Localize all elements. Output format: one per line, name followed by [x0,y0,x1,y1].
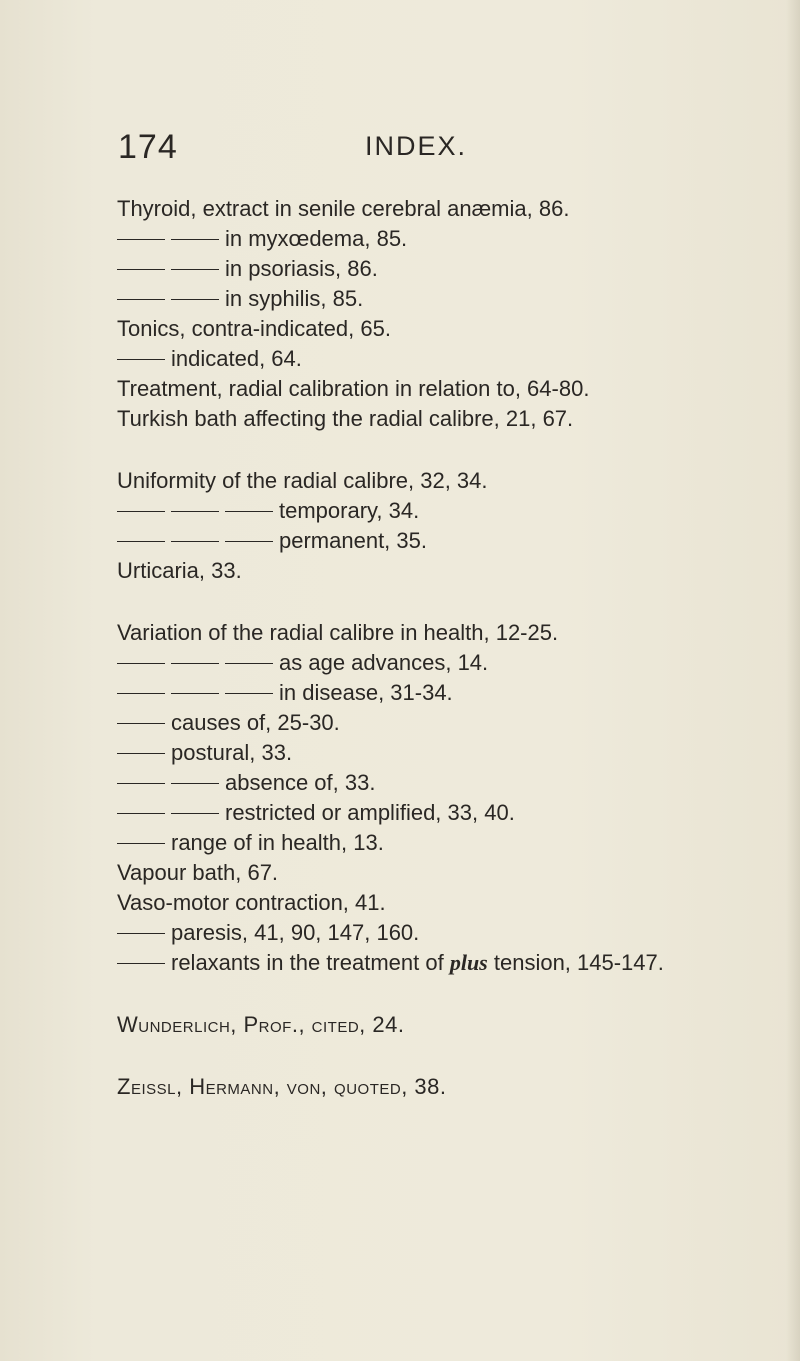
entry-text: Treatment, radial calibration in relation to, 64-80. [117,376,590,401]
entry-text: Variation of the radial calibre in health, 12-25. [117,620,559,645]
index-subentry [117,496,757,526]
index-subentry [117,948,757,978]
ditto-dash [225,663,273,664]
ditto-dash [117,693,165,694]
ditto-dash [225,541,273,542]
index-entry [117,374,757,404]
entry-text: relaxants in the treatment of [171,950,450,975]
ditto-dash [117,813,165,814]
entry-text: temporary, 34. [279,498,420,523]
entry-text: in syphilis, 85. [225,286,364,311]
entry-text: indicated, 64. [171,346,302,371]
entry-text: postural, 33. [171,740,293,765]
index-entry [117,618,757,648]
index-subentry [117,678,757,708]
entry-text: Turkish bath affecting the radial calibre, 21, 67. [117,406,574,431]
index-subentry [117,224,757,254]
entry-text: restricted or amplified, 33, 40. [225,800,515,825]
index-entry [117,404,757,434]
entry-spacer [117,978,757,1010]
page-edge-shadow [786,0,800,1361]
entry-text: as age advances, 14. [279,650,489,675]
index-entry [117,1010,757,1040]
entry-text: in myxœdema, 85. [225,226,408,251]
ditto-dash [171,693,219,694]
entry-text: Tonics, contra-indicated, 65. [117,316,391,341]
ditto-dash [117,541,165,542]
entry-text: range of in health, 13. [171,830,384,855]
index-subentry [117,344,757,374]
entry-text: Zeissl, Hermann, von, quoted, 38. [117,1074,447,1099]
ditto-dash [117,663,165,664]
ditto-dash [117,359,165,360]
index-subentry [117,918,757,948]
ditto-dash [171,299,219,300]
entry-text: Thyroid, extract in senile cerebral anæmia, 86. [117,196,570,221]
index-subentry [117,254,757,284]
page-number: 174 [118,128,178,166]
entry-text: in psoriasis, 86. [225,256,378,281]
entry-text: absence of, 33. [225,770,376,795]
ditto-dash [171,239,219,240]
index-subentry [117,738,757,768]
index-subentry [117,648,757,678]
ditto-dash [117,511,165,512]
ditto-dash [117,723,165,724]
entry-italic-term: plus [449,950,488,975]
ditto-dash [171,511,219,512]
ditto-dash [171,269,219,270]
ditto-dash [117,783,165,784]
entry-text: Vaso-motor contraction, 41. [117,890,386,915]
ditto-dash [117,753,165,754]
ditto-dash [117,269,165,270]
index-entry [117,888,757,918]
index-entry [117,858,757,888]
running-head [118,128,678,172]
entry-spacer [117,586,757,618]
entry-text: permanent, 35. [279,528,427,553]
entry-text: Wunderlich, Prof., cited, 24. [117,1012,405,1037]
ditto-dash [117,843,165,844]
index-entry [117,1072,757,1102]
entry-text: Urticaria, 33. [117,558,242,583]
entry-spacer [117,434,757,466]
ditto-dash [117,239,165,240]
index-entry-list [117,194,757,1102]
index-subentry [117,828,757,858]
entry-text: Vapour bath, 67. [117,860,279,885]
ditto-dash [171,783,219,784]
index-subentry [117,768,757,798]
index-entry [117,556,757,586]
entry-text: Uniformity of the radial calibre, 32, 34. [117,468,488,493]
index-subentry [117,284,757,314]
ditto-dash [117,299,165,300]
ditto-dash [171,663,219,664]
index-entry [117,314,757,344]
entry-text: paresis, 41, 90, 147, 160. [171,920,420,945]
ditto-dash [117,963,165,964]
index-subentry [117,526,757,556]
index-entry [117,466,757,496]
index-entry [117,194,757,224]
entry-text: causes of, 25-30. [171,710,340,735]
ditto-dash [117,933,165,934]
ditto-dash [171,541,219,542]
ditto-dash [171,813,219,814]
entry-spacer [117,1040,757,1072]
entry-text: in disease, 31-34. [279,680,453,705]
ditto-dash [225,693,273,694]
index-subentry [117,798,757,828]
entry-text-after: tension, 145-147. [487,950,664,975]
page-title: INDEX. [365,131,468,161]
index-subentry [117,708,757,738]
ditto-dash [225,511,273,512]
